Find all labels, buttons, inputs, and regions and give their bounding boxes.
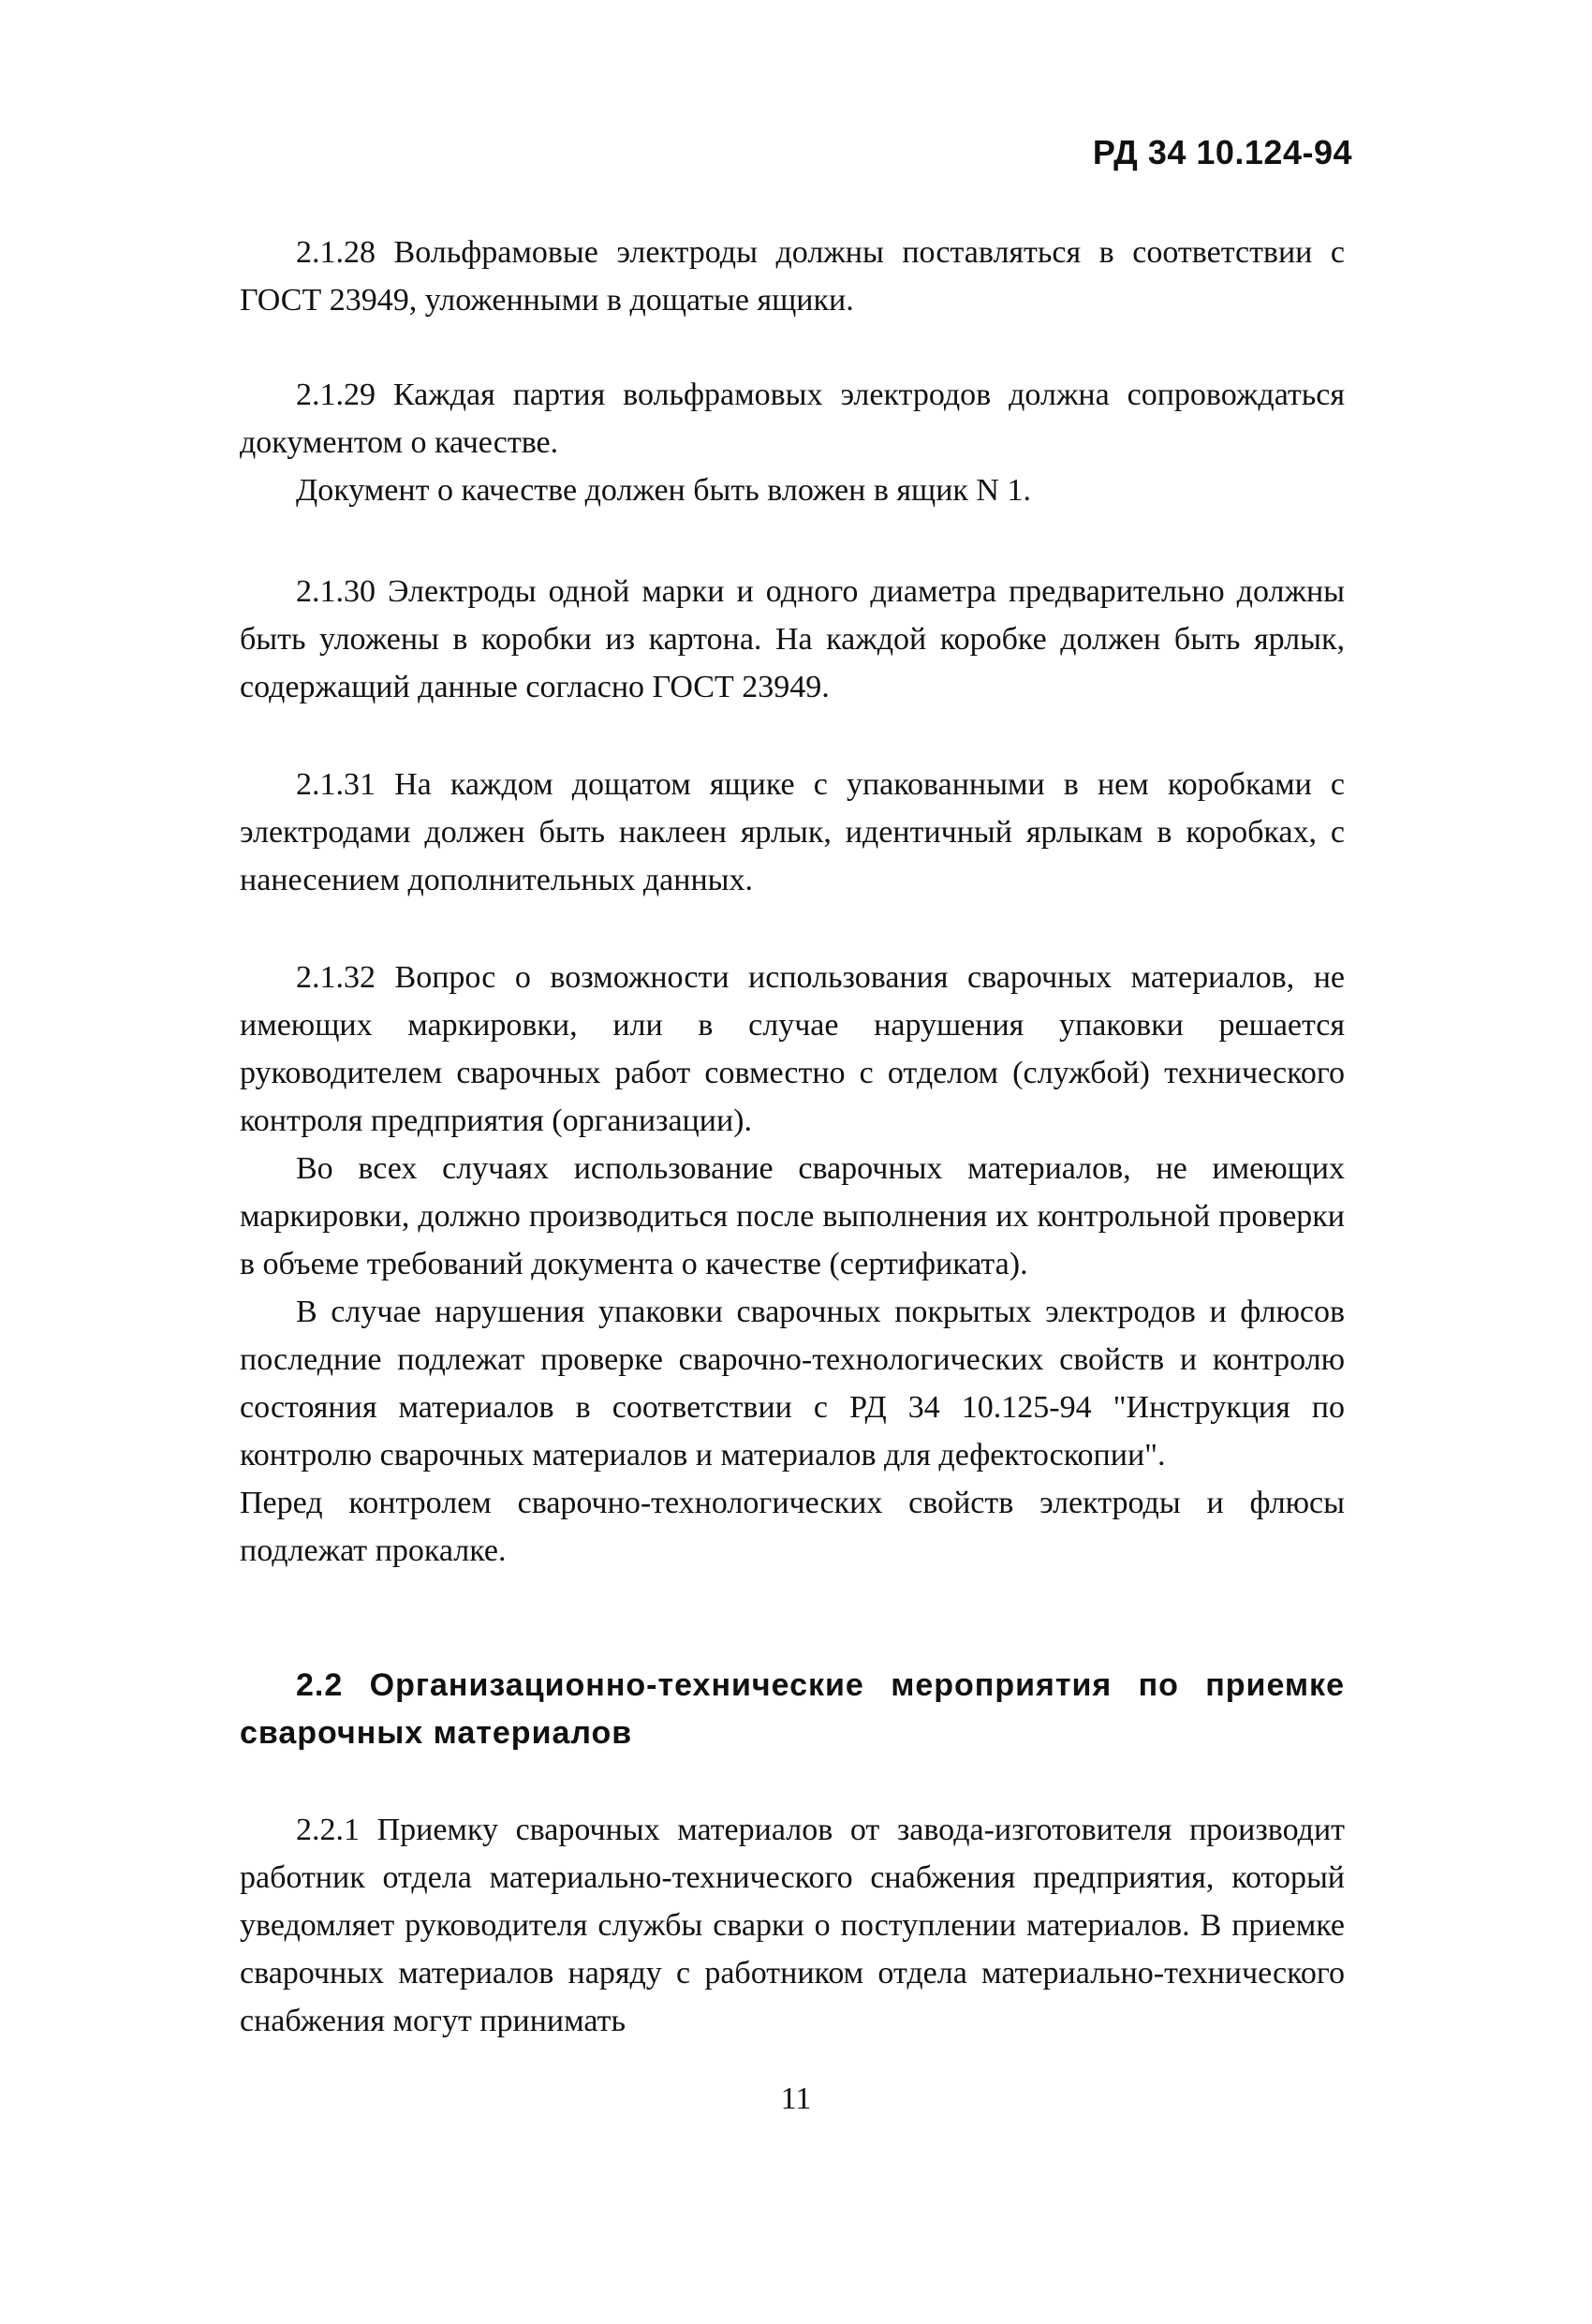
- paragraph-2-1-31-text: 2.1.31 На каждом дощатом ящике с упакованными в нем коробками с электродами должен быть наклеен ярлык, идентичный ярлыкам в коробках, с нанесением дополнительных данных.: [240, 767, 1345, 897]
- paragraph-2-1-28-text: 2.1.28 Вольфрамовые электроды должны поставляться в соответствии с ГОСТ 23949, уложенными в дощатые ящики.: [240, 235, 1345, 318]
- paragraph-2-1-30: [240, 568, 1345, 711]
- paragraph-2-1-30-text: 2.1.30 Электроды одной марки и одного диаметра предварительно должны быть уложены в коробки из картона. На каждой коробке должен быть ярлык, содержащий данные согласно ГОСТ 23949.: [240, 574, 1345, 704]
- paragraph-2-2-1: [240, 1806, 1345, 2045]
- paragraph-2-1-32: [240, 954, 1345, 1575]
- section-heading-2-2: 2.2 Организационно-технические мероприятия по приемке сварочных материалов: [240, 1667, 1345, 1751]
- paragraph-2-2-1-text: 2.2.1 Приемку сварочных материалов от завода-изготовителя производит работник отдела материально-технического снабжения предприятия, который уведомляет руководителя службы сварки о поступлении материалов. В приемке сварочных материалов наряду с работником отдела материально-технического снабжения могут принимать: [240, 1813, 1345, 2038]
- paragraph-2-1-31: [240, 761, 1345, 904]
- paragraph-2-1-29-text: 2.1.29 Каждая партия вольфрамовых электродов должна сопровождаться документом о качестве.: [240, 377, 1345, 460]
- paragraph-2-1-32-all-cases: Во всех случаях использование сварочных материалов, не имеющих маркировки, должно производиться после выполнения их контрольной проверки в объеме требований документа о качестве (сертификата).: [240, 1151, 1345, 1281]
- paragraph-2-1-32-calcination: Перед контролем сварочно-технологических свойств электроды и флюсы подлежат прокалке.: [240, 1486, 1345, 1568]
- page-number: 11: [780, 2081, 812, 2116]
- paragraph-2-1-29: [240, 371, 1345, 514]
- document-code: РД 34 10.124-94: [1092, 133, 1352, 171]
- paragraph-2-1-28: [240, 229, 1345, 324]
- paragraph-2-1-32-text: 2.1.32 Вопрос о возможности использования сварочных материалов, не имеющих маркировки, или в случае нарушения упаковки решается руководителем сварочных работ совместно с отделом (службой) технического контроля предприятия (организации).: [240, 960, 1345, 1138]
- paragraph-2-1-32-packaging: В случае нарушения упаковки сварочных покрытых электродов и флюсов последние подлежат проверке сварочно-технологических свойств и контролю состояния материалов в соответствии с РД 34 10.125-94 "Инструкция по контролю сварочных материалов и материалов для дефектоскопии".: [240, 1295, 1345, 1473]
- paragraph-2-1-29-document-note: Документ о качестве должен быть вложен в ящик N 1.: [296, 473, 1031, 508]
